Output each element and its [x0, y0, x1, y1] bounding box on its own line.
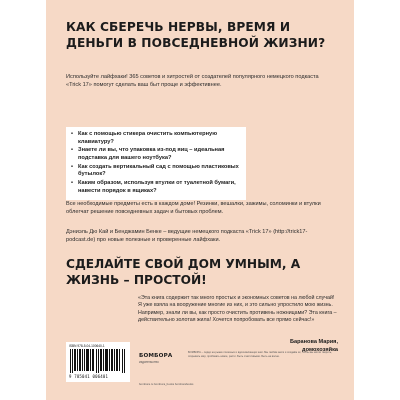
authors-paragraph: Дэниэль Дю Кай и Бенджамин Бенке – ведущие немецкого подкаста «Trick 17» (http://trick17-podcast.de) про новые полезные и проверенные лайфхаки. [66, 229, 308, 244]
publisher-links: bombora.ru bombora_books bomborabooks [139, 382, 194, 386]
bullet-icon: • [71, 180, 73, 187]
question-item [71, 164, 241, 179]
question-text: Знаете ли вы, что упаковка из-под яиц – идеальная подставка для вашего ноутбука? [78, 147, 225, 161]
question-text: Каким образом, используя втулки от туалетной бумаги, навести порядок в ящиках? [78, 180, 236, 194]
questions-box [66, 127, 246, 200]
barcode-digits: 9 785041 006401 [69, 374, 109, 379]
barcode [66, 342, 130, 382]
bullet-icon: • [71, 131, 73, 137]
question-item [71, 147, 241, 162]
testimonial-author-name: Баранова Мария, [290, 339, 338, 345]
isbn-label: ISBN 978-5-04-100640-1 [69, 344, 105, 348]
question-item [71, 131, 241, 146]
publisher-logo: БОМБОРА [139, 353, 173, 359]
intro-paragraph: Используйте лайфхаки! 365 советов и хитростей от создателей популярного немецкого подкаста «Trick 17» помогут сделать ваш быт проще и эффективнее. [66, 74, 319, 89]
barcode-icon [70, 349, 126, 373]
question-item [71, 180, 241, 195]
testimonial-author-role: домохозяйка [302, 346, 338, 353]
testimonial-quote: «Эта книга содержит так много простых и экономных советов на любой случай! Я уже взяла на вооружение многие из них, и это сильно упростило мою жизнь. Например, знали ли вы, как просто очистить противень ножницами? Эта книга – действительно золотая жила! Хочется попробовать все прямо сейчас!» [138, 295, 337, 323]
publisher-info: БОМБОРА – лидер на рынке полезных и вдохновляющих книг. Мы любим книги и создаём их, чтобы вы могли творить, открывать мир, пробовать новое, расти. Быть счастливыми. Быть на волне. [188, 351, 332, 358]
bullet-icon: • [71, 163, 73, 170]
questions-list [71, 131, 241, 195]
publisher-subtitle: издательство [139, 360, 159, 364]
book-back-cover [46, 0, 354, 400]
question-text: Как с помощью стикера очистить компьютерную клавиатуру? [78, 131, 218, 145]
question-text: Как создать вертикальный сад с помощью пластиковых бутылок? [78, 163, 239, 178]
bullet-icon: • [71, 147, 73, 154]
cover-slogan: СДЕЛАЙТЕ СВОЙ ДОМ УМНЫМ, А ЖИЗНЬ – ПРОСТОЙ! [66, 257, 301, 287]
cover-heading: КАК СБЕРЕЧЬ НЕРВЫ, ВРЕМЯ И ДЕНЬГИ В ПОВСЕДНЕВНОЙ ЖИЗНИ? [66, 20, 326, 50]
everyday-items-paragraph: Все необходимые предметы есть в каждом доме! Резинки, вешалки, зажимы, соломинки и втулки облегчат решение повседневных задач и бытовых проблем. [66, 201, 321, 216]
